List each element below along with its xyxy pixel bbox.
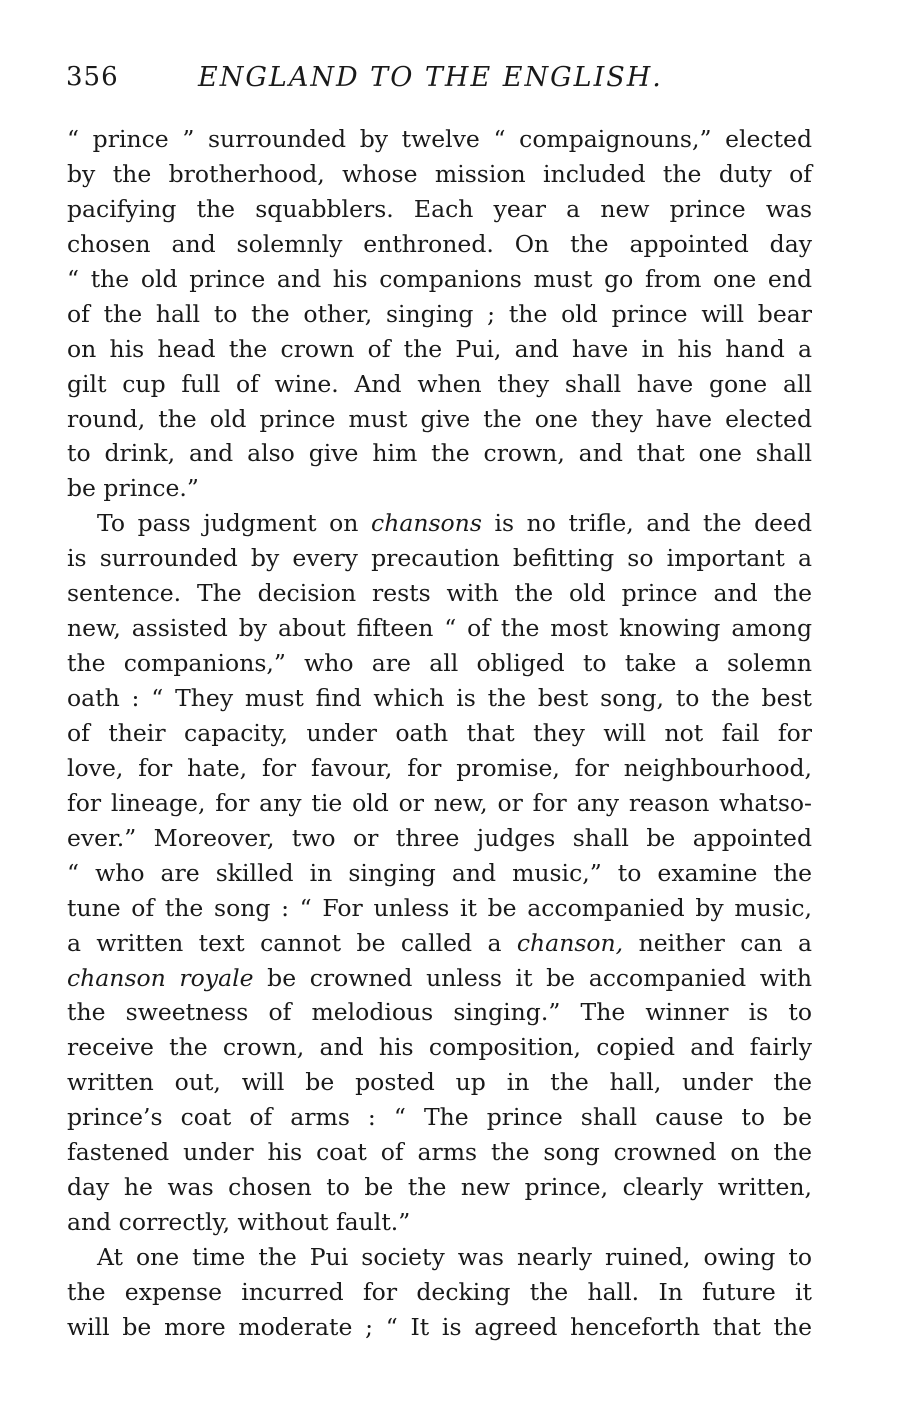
text-line: to drink, and also give him the crown, and that one shall xyxy=(67,439,812,468)
text-line: is surrounded by every precaution befitting so important a xyxy=(67,544,812,573)
text-line: the expense incurred for decking the hall. In future it xyxy=(67,1277,812,1306)
text-fragment: neither can a xyxy=(623,928,812,957)
italic-term: chanson, xyxy=(516,928,624,957)
page-body-text xyxy=(67,122,812,1345)
text-line: love, for hate, for favour, for promise, for neighbourhood, xyxy=(67,753,812,782)
italic-term: chanson royale xyxy=(67,963,254,992)
text-fragment: To pass judgment on xyxy=(97,509,372,538)
text-line: by the brotherhood, whose mission included the duty of xyxy=(67,159,812,188)
text-line: the sweetness of melodious singing.” The winner is to xyxy=(67,998,812,1027)
text-line: receive the crown, and his composition, copied and fairly xyxy=(67,1033,812,1062)
text-fragment: a written text cannot be called a xyxy=(67,928,517,957)
text-line: round, the old prince must give the one they have elected xyxy=(67,404,812,433)
text-line: “ who are skilled in singing and music,” to examine the xyxy=(67,858,812,887)
text-line: on his head the crown of the Pui, and have in his hand a xyxy=(67,334,812,363)
paragraph-start-line xyxy=(67,506,812,541)
text-line: fastened under his coat of arms the song crowned on the xyxy=(67,1138,812,1167)
text-line: new, assisted by about fifteen “ of the most knowing among xyxy=(67,614,812,643)
text-line: of their capacity, under oath that they will not fail for xyxy=(67,718,812,747)
text-line: be prince.” xyxy=(67,474,199,503)
running-title: ENGLAND TO THE ENGLISH. xyxy=(198,62,663,93)
text-line: oath : “ They must find which is the best song, to the best xyxy=(67,684,812,712)
running-header xyxy=(66,62,826,102)
text-line: and correctly, without fault.” xyxy=(67,1208,411,1237)
text-line: “ prince ” surrounded by twelve “ compaignouns,” elected xyxy=(67,125,812,153)
text-line: day he was chosen to be the new prince, clearly written, xyxy=(67,1173,812,1202)
paragraph-start-line: At one time the Pui society was nearly ruined, owing to xyxy=(97,1243,812,1271)
text-line-with-italic xyxy=(67,926,812,961)
page-number: 356 xyxy=(66,62,119,92)
text-line: pacifying the squabblers. Each year a new prince was xyxy=(67,194,812,223)
text-line: chosen and solemnly enthroned. On the appointed day xyxy=(67,229,812,258)
text-line: gilt cup full of wine. And when they shall have gone all xyxy=(67,369,812,398)
text-line: tune of the song : “ For unless it be accompanied by music, xyxy=(67,893,812,922)
text-line: prince’s coat of arms : “ The prince shall cause to be xyxy=(67,1103,812,1132)
text-line: ever.” Moreover, two or three judges shall be appointed xyxy=(67,823,812,852)
text-line: of the hall to the other, singing ; the old prince will bear xyxy=(67,299,812,328)
text-line: will be more moderate ; “ It is agreed henceforth that the xyxy=(67,1312,812,1341)
text-line: for lineage, for any tie old or new, or for any reason whatso- xyxy=(67,788,812,817)
text-line: “ the old prince and his companions must go from one end xyxy=(67,264,812,293)
text-fragment: is no trifle, and the deed xyxy=(481,509,812,538)
text-line: sentence. The decision rests with the old prince and the xyxy=(67,579,812,608)
italic-term: chansons xyxy=(371,509,482,538)
text-fragment: be crowned unless it be accompanied with xyxy=(253,963,812,992)
text-line-with-italic xyxy=(67,961,812,996)
text-line: the companions,” who are all obliged to take a solemn xyxy=(67,649,812,678)
text-line: written out, will be posted up in the hall, under the xyxy=(67,1068,812,1097)
